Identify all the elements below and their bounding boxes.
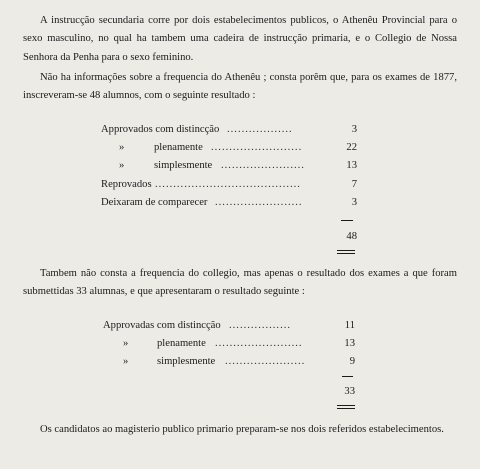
- sum-rule: [342, 376, 353, 377]
- leader-dots: .........................: [211, 142, 303, 153]
- row-label: simplesmente: [157, 356, 216, 367]
- ditto-mark: »: [119, 142, 125, 153]
- row-value: 7: [351, 179, 357, 190]
- paragraph-athenaeum-exams: [23, 69, 457, 106]
- ditto-mark: »: [119, 160, 125, 171]
- row-label: Deixaram de comparecer: [101, 197, 208, 208]
- paragraph-text: Tambem não consta a frequencia do collegio, mas apenas o resultado dos exames a que foram submettidas 33 alumnas, e que apresentaram o resultado seguinte :: [23, 268, 457, 298]
- row-value: 3: [351, 197, 357, 208]
- paragraph-text: A instrucção secundaria corre por dois estabelecimentos publicos, o Athenêu Provincial para o sexo masculino, no qual ha tambem uma cadeira de instrucção primaria, e o Collegio de Nossa Senhora da Penha para o sexo feminino.: [23, 15, 457, 63]
- table-row: [103, 318, 359, 334]
- table-row: [101, 158, 359, 174]
- row-value: 11: [344, 320, 355, 331]
- row-value: 22: [346, 142, 357, 153]
- ditto-mark: »: [123, 338, 129, 349]
- table-row: [101, 195, 359, 211]
- paragraph-teacher-candidates: [23, 421, 457, 439]
- leader-dots: ........................: [215, 338, 303, 349]
- row-label: plenamente: [157, 338, 206, 349]
- leader-dots: ..................: [227, 124, 293, 135]
- total-value: 48: [346, 231, 357, 242]
- total-row: [333, 229, 359, 245]
- table-row: [103, 336, 359, 352]
- row-label: simplesmente: [154, 160, 213, 171]
- paragraph-text: Os candidatos ao magisterio publico primario preparam-se nos dois referidos estabelecimentos.: [40, 424, 444, 435]
- paragraph-college-exams: [23, 265, 457, 302]
- total-row: [331, 384, 357, 400]
- table-row: [101, 140, 359, 156]
- double-rule: [337, 253, 355, 254]
- leader-dots: ........................: [215, 197, 303, 208]
- row-value: 3: [351, 124, 357, 135]
- table-row: [101, 122, 359, 138]
- table-row: [101, 177, 359, 193]
- paragraph-secondary-instruction: [23, 12, 457, 67]
- paragraph-text: Não ha informações sobre a frequencia do Athenêu ; consta porêm que, para os exames de 1877, inscreveram-se 48 alumnos, com o seguinte resultado :: [23, 72, 457, 102]
- leader-dots: ........................................: [155, 179, 301, 190]
- ditto-mark: »: [123, 356, 129, 367]
- double-rule: [337, 405, 355, 406]
- row-label: Reprovados: [101, 179, 152, 190]
- leader-dots: ......................: [225, 356, 306, 367]
- double-rule: [337, 408, 355, 409]
- table-row: [103, 354, 359, 370]
- row-label: plenamente: [154, 142, 203, 153]
- row-value: 13: [346, 160, 357, 171]
- row-label: Approvadas com distincção: [103, 320, 221, 331]
- double-rule: [337, 250, 355, 251]
- row-value: 9: [349, 356, 355, 367]
- sum-rule: [341, 220, 353, 221]
- leader-dots: .................: [229, 320, 292, 331]
- leader-dots: .......................: [221, 160, 305, 171]
- row-value: 13: [344, 338, 355, 349]
- total-value: 33: [344, 386, 355, 397]
- row-label: Approvados com distincção: [101, 124, 220, 135]
